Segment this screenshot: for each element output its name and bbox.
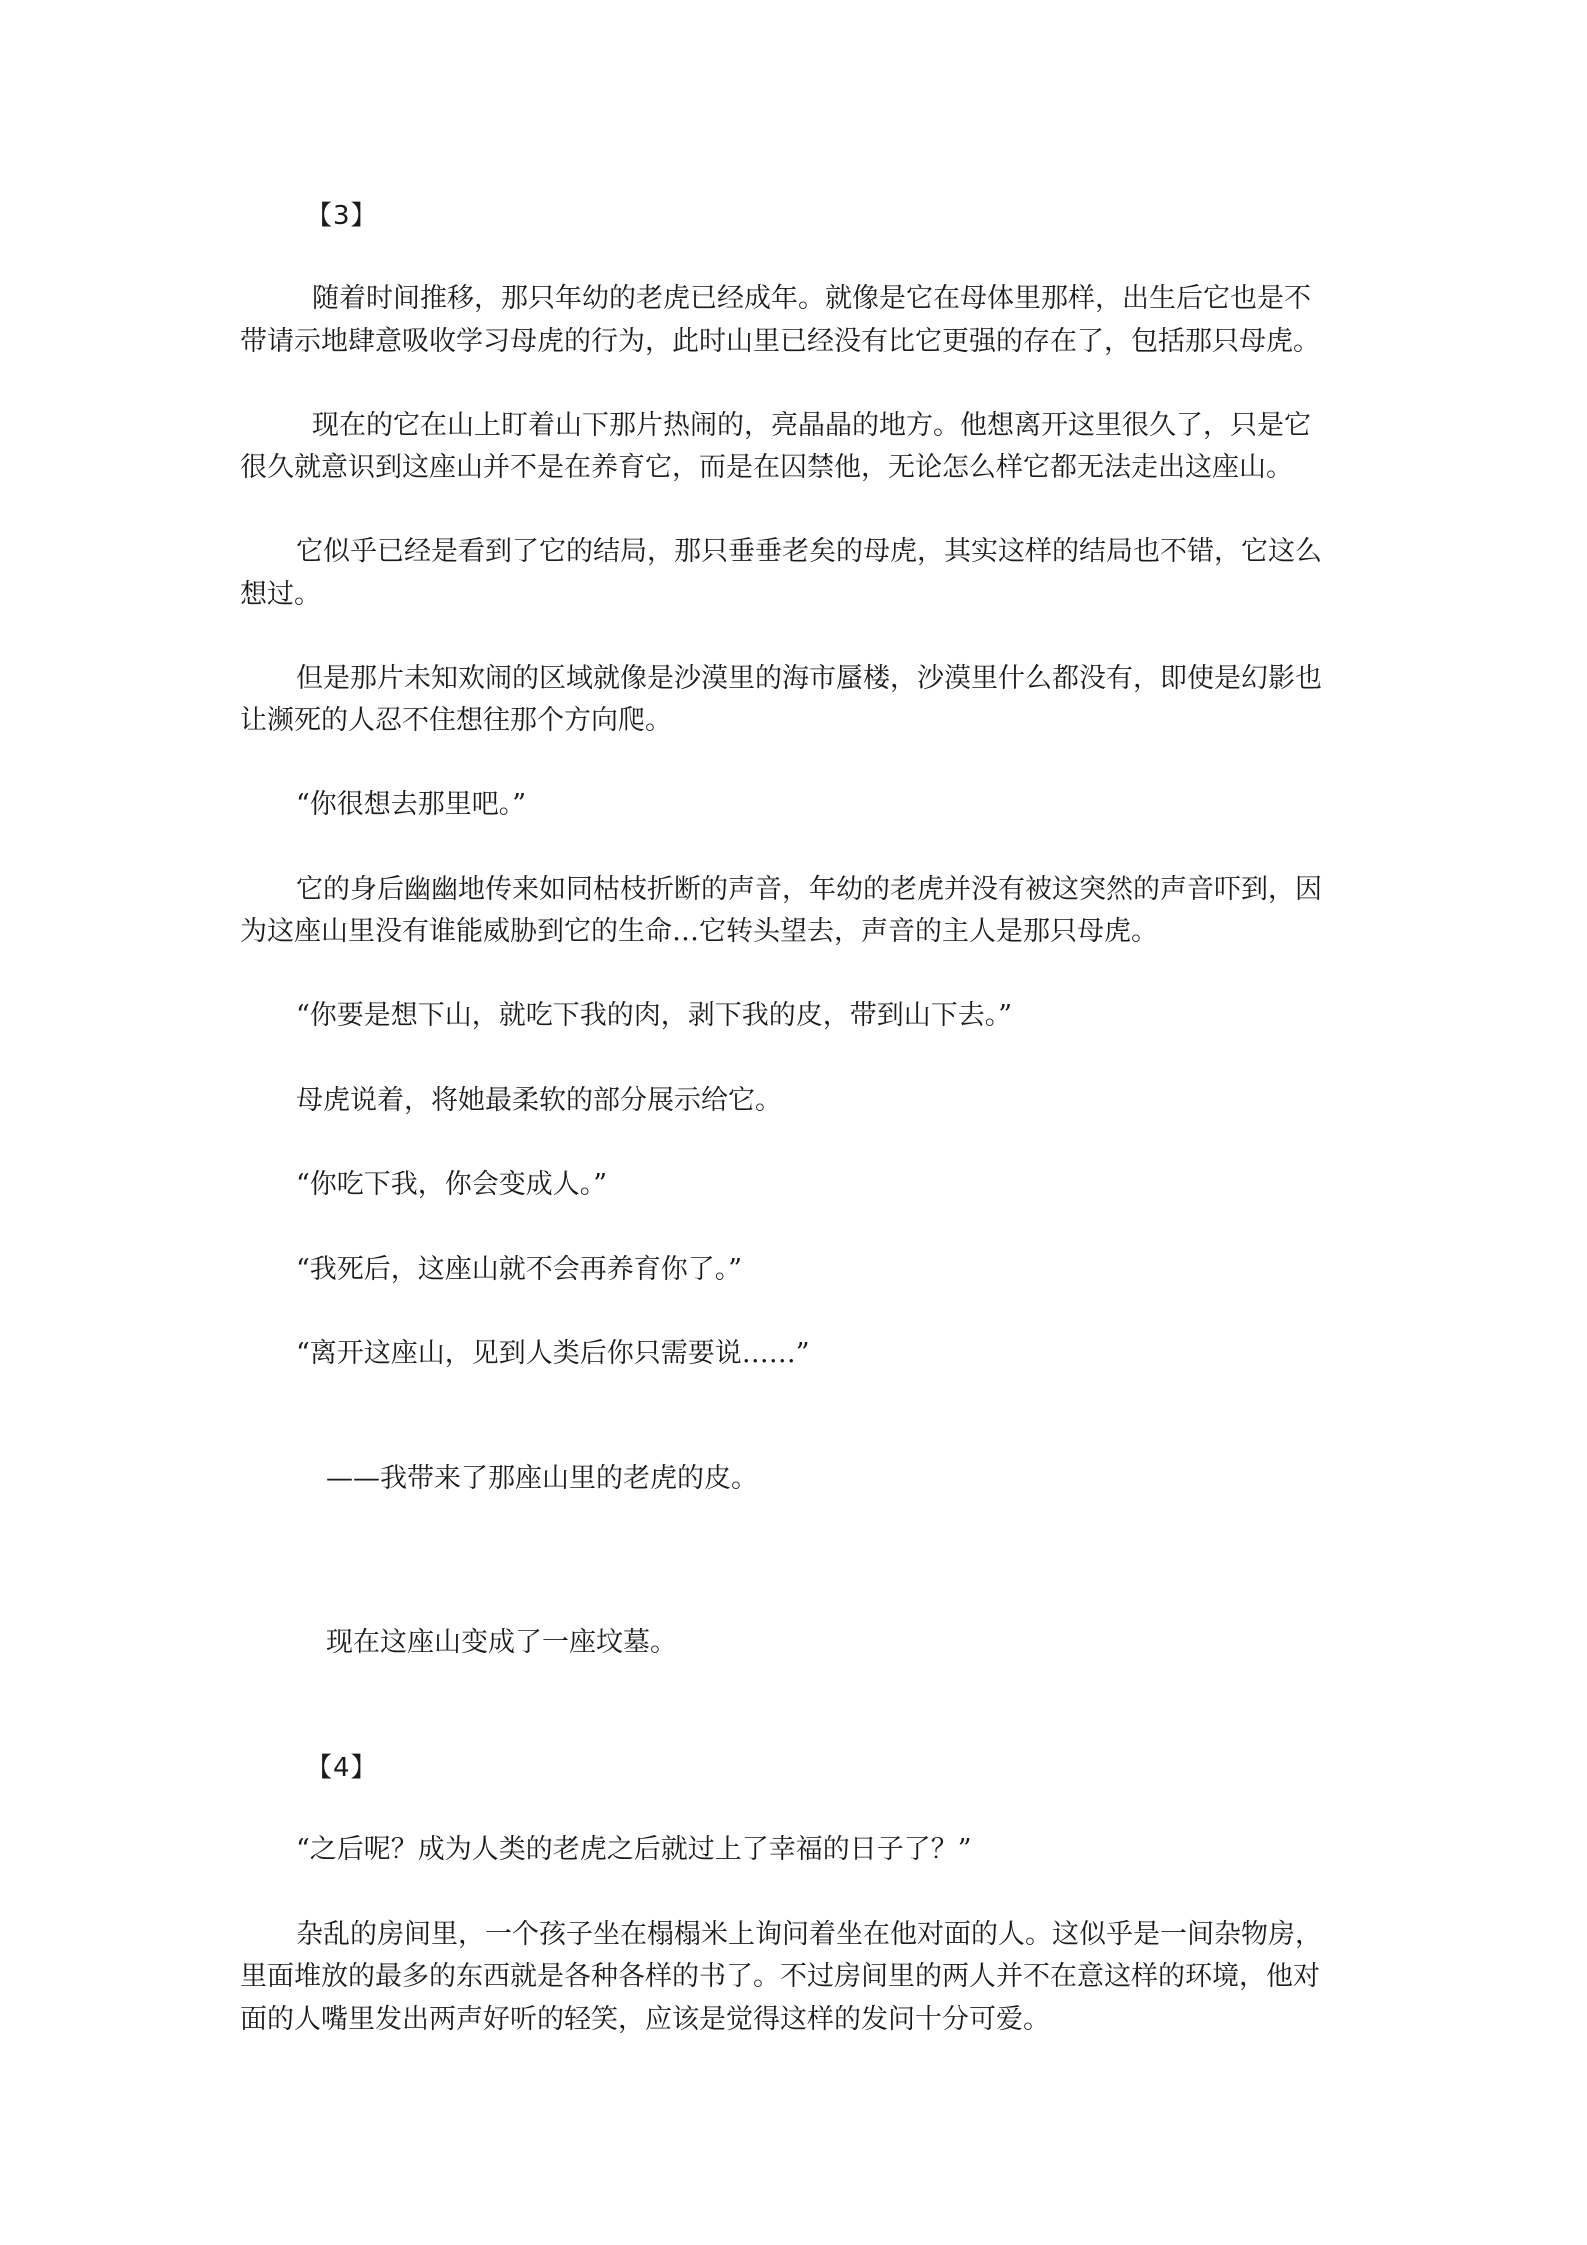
paragraph-7-line-1: 杂乱的房间里，一个孩子坐在榻榻米上询问着坐在他对面的人。这似乎是一间杂物房， (296, 1919, 1322, 1950)
paragraph-1-line-2: 带请示地肆意吸收学习母虎的行为，此时山里已经没有比它更强的存在了，包括那只母虎。 (240, 326, 1320, 357)
dash-line: ——我带来了那座山里的老虎的皮。 (326, 1463, 758, 1494)
paragraph-6: 母虎说着，将她最柔软的部分展示给它。 (296, 1085, 782, 1116)
dialogue-line-1: “你很想去那里吧。” (296, 789, 527, 820)
paragraph-4-line-2: 让濒死的人忍不住想往那个方向爬。 (240, 705, 672, 736)
dialogue-line-3: “你吃下我，你会变成人。” (296, 1169, 608, 1200)
section-heading-3: 【3】 (306, 201, 378, 231)
paragraph-7-line-3: 面的人嘴里发出两声好听的轻笑，应该是觉得这样的发问十分可爱。 (240, 2004, 1050, 2035)
paragraph-4-line-1: 但是那片未知欢闹的区域就像是沙漠里的海市蜃楼，沙漠里什么都没有，即使是幻影也 (296, 663, 1322, 694)
tomb-line: 现在这座山变成了一座坟墓。 (326, 1627, 677, 1658)
dialogue-line-4: “我死后，这座山就不会再养育你了。” (296, 1254, 743, 1285)
paragraph-1-line-1: 随着时间推移，那只年幼的老虎已经成年。就像是它在母体里那样，出生后它也是不 (312, 283, 1311, 314)
section-heading-4: 【4】 (306, 1753, 378, 1783)
dialogue-line-2: “你要是想下山，就吃下我的肉，剥下我的皮，带到山下去。” (296, 1000, 1013, 1031)
paragraph-2-line-2: 很久就意识到这座山并不是在养育它，而是在囚禁他，无论怎么样它都无法走出这座山。 (240, 452, 1293, 483)
paragraph-3-line-2: 想过。 (240, 579, 321, 610)
dialogue-line-6: “之后呢？成为人类的老虎之后就过上了幸福的日子了？” (296, 1834, 972, 1865)
paragraph-5-line-1: 它的身后幽幽地传来如同枯枝折断的声音，年幼的老虎并没有被这突然的声音吓到，因 (296, 874, 1322, 905)
paragraph-2-line-1: 现在的它在山上盯着山下那片热闹的，亮晶晶的地方。他想离开这里很久了，只是它 (312, 410, 1311, 441)
paragraph-7-line-2: 里面堆放的最多的东西就是各种各样的书了。不过房间里的两人并不在意这样的环境，他对 (240, 1961, 1320, 1992)
paragraph-5-line-2: 为这座山里没有谁能威胁到它的生命…它转头望去，声音的主人是那只母虎。 (240, 916, 1158, 947)
dialogue-line-5: “离开这座山，见到人类后你只需要说……” (296, 1338, 810, 1369)
paragraph-3-line-1: 它似乎已经是看到了它的结局，那只垂垂老矣的母虎，其实这样的结局也不错，它这么 (296, 536, 1322, 567)
